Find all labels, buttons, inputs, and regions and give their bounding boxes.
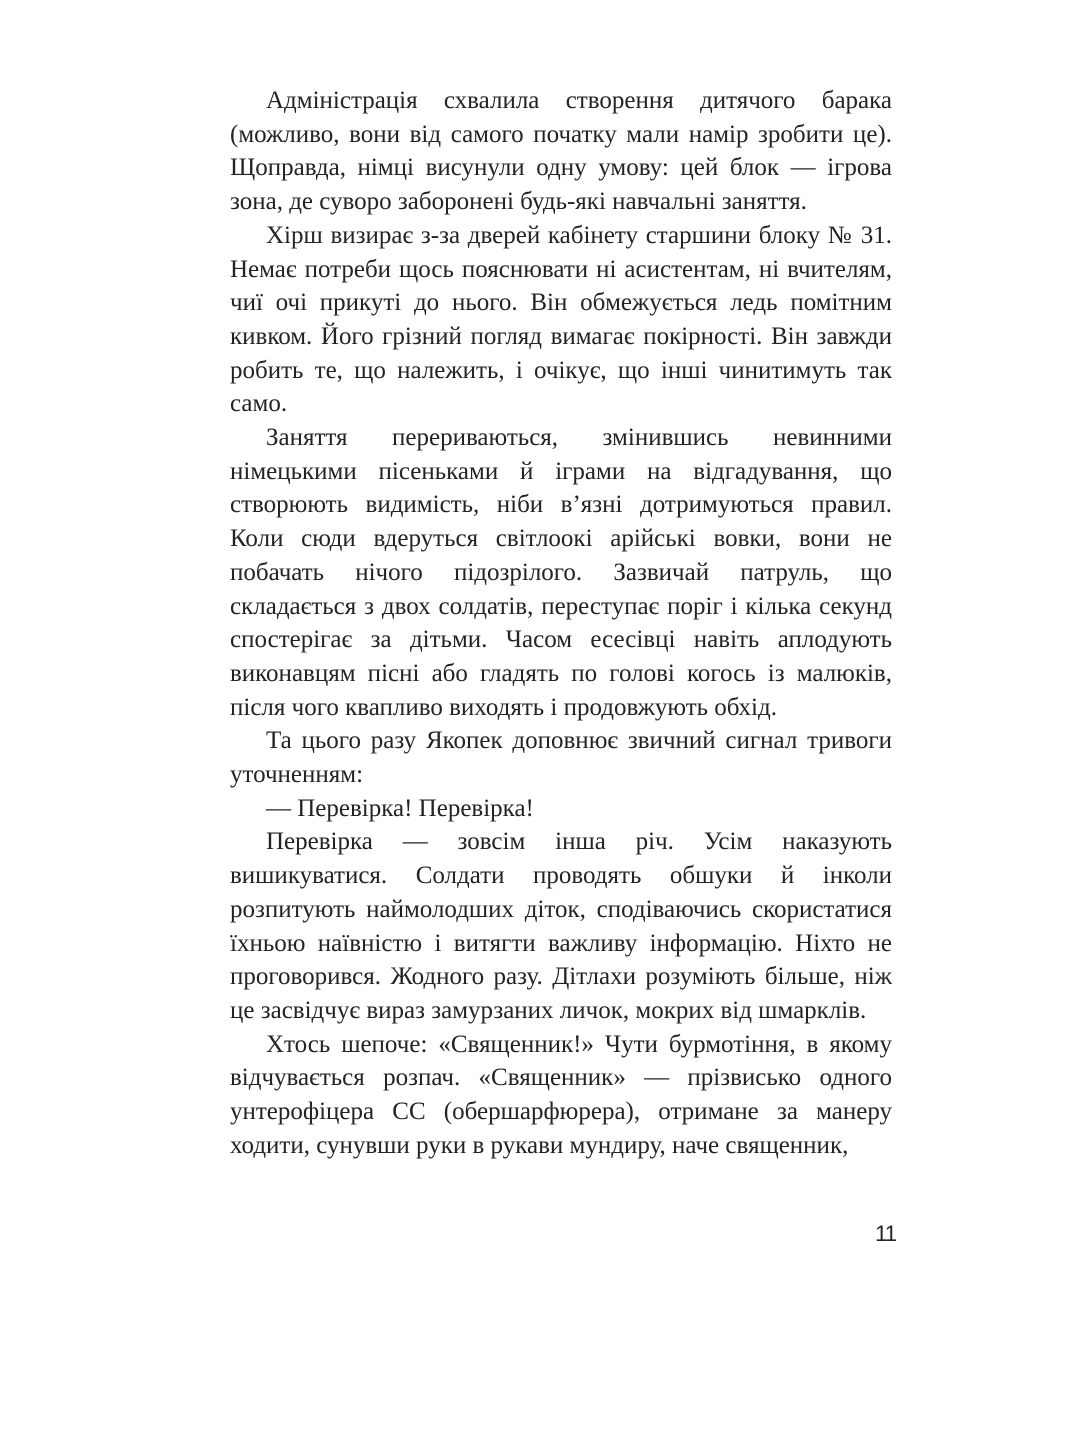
- paragraph: Хірш визирає з-за дверей кабінету старшини блоку № 31. Немає потреби щось пояснювати ні асистентам, ні вчителям, чиї очі прикуті до нього. Він обмежується ледь помітним кивком. Його грізний погляд вимагає покірності. Він завжди робить те, що належить, і очікує, що інші чинитимуть так само.: [230, 221, 892, 418]
- dialogue-line: — Перевірка! Перевірка!: [266, 794, 534, 822]
- body-text: [230, 84, 892, 1163]
- paragraph: Перевірка — зовсім інша річ. Усім наказують вишикуватися. Солдати проводять обшуки й інколи розпитують наймолодших діток, сподіваючись скористатися їхньою наївністю і витягти важливу інформацію. Ніхто не проговорився. Жодного разу. Дітлахи розуміють більше, ніж це засвідчує вираз замурзаних личок, мокрих від шмарклів.: [230, 828, 892, 1024]
- page-number: 11: [875, 1221, 896, 1246]
- paragraph: Заняття перериваються, змінившись невинними німецькими пісеньками й іграми на відгадування, що створюють видимість, ніби в’язні дотримуються правил. Коли сюди вдеруться світлоокі арійські вовки, вони не побачать нічого підозрілого. Зазвичай патруль, що складається з двох солдатів, переступає поріг і кілька секунд спостерігає за дітьми. Часом есесівці навіть аплодують виконавцям пісні або гладять по голові когось із малюків, після чого квапливо виходять і продовжують обхід.: [230, 424, 892, 721]
- paragraph: Хтось шепоче: «Священник!» Чути бурмотіння, в якому відчувається розпач. «Священник» — прізвисько одного унтерофіцера СС (обершарфюрера), отримане за манеру ходити, сунувши руки в рукави мундиру, наче священник,: [230, 1030, 892, 1159]
- paragraph: Адміністрація схвалила створення дитячого барака (можливо, вони від самого початку мали намір зробити це). Щоправда, німці висунули одну умову: цей блок — ігрова зона, де суворо заборонені будь-які навчальні заняття.: [230, 87, 892, 216]
- paragraph: Та цього разу Якопек доповнює звичний сигнал тривоги уточненням:: [230, 727, 892, 789]
